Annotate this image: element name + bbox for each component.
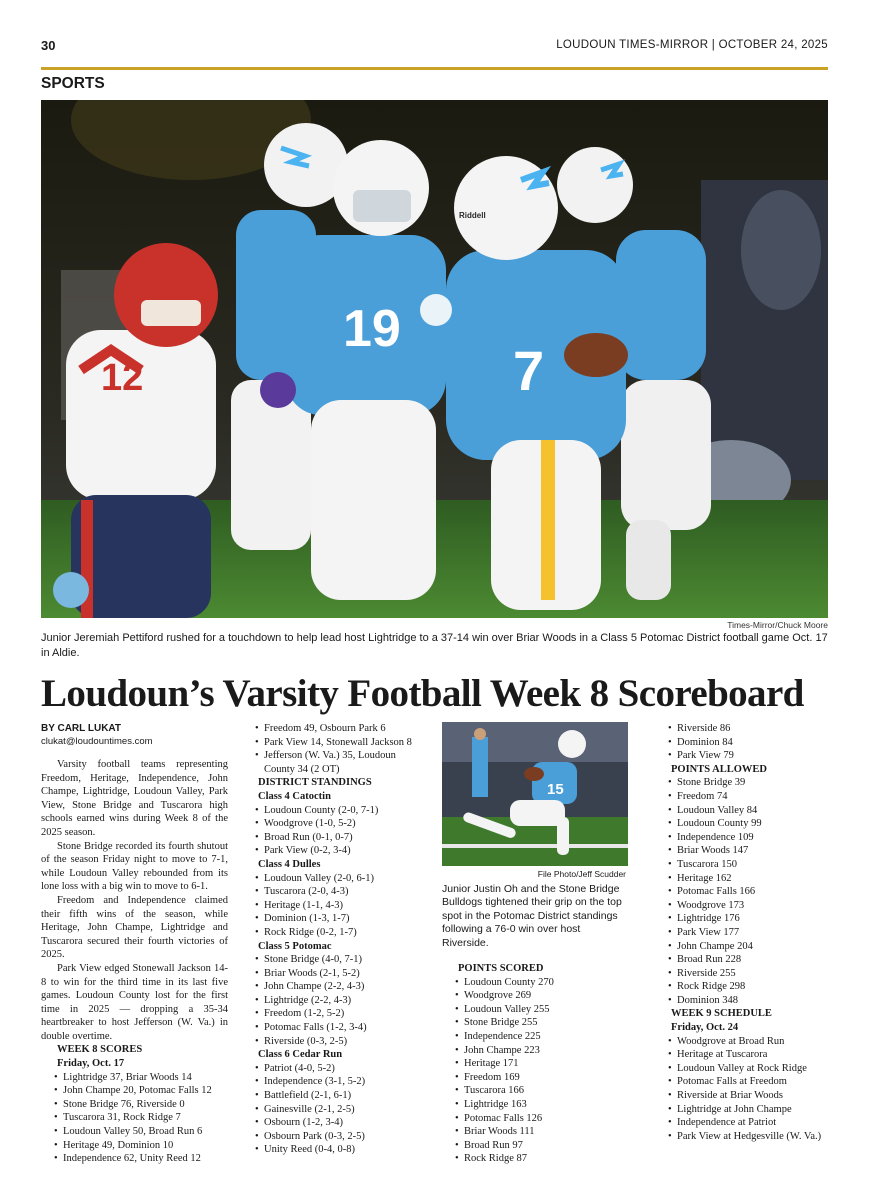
points-allowed-item: • Freedom 74 bbox=[655, 790, 831, 804]
standing-item: • Briar Woods (2-1, 5-2) bbox=[242, 967, 428, 981]
week9-schedule-list bbox=[655, 1035, 831, 1144]
schedule-item: • Independence at Patriot bbox=[655, 1116, 831, 1130]
article-column-3 bbox=[442, 722, 628, 1166]
standings-group-title: Class 6 Cedar Run bbox=[258, 1049, 343, 1061]
main-photo-caption: Junior Jeremiah Pettiford rushed for a touchdown to help lead host Lightridge to a 37-14 win over Briar Woods in a Class 5 Potomac District football game Oct. 17 in Aldie. bbox=[41, 632, 828, 659]
points-allowed-heading: POINTS ALLOWED bbox=[671, 763, 767, 775]
article-paragraph: Stone Bridge recorded its fourth shutout of the season Friday night to move to 7-1, while Loudoun Valley rebounded from its lone loss with a big win to move to 6-1. bbox=[41, 840, 228, 893]
standing-item: • Loudoun County (2-0, 7-1) bbox=[242, 804, 428, 818]
author-email[interactable]: clukat@loudountimes.com bbox=[41, 736, 153, 747]
jersey-number-19: 19 bbox=[343, 300, 401, 358]
schedule-item: • Potomac Falls at Freedom bbox=[655, 1075, 831, 1089]
points-allowed-item: • Loudoun County 99 bbox=[655, 817, 831, 831]
points-scored-item: • Independence 225 bbox=[442, 1030, 628, 1044]
jersey-number-15: 15 bbox=[547, 781, 564, 798]
standing-item: • Rock Ridge (0-2, 1-7) bbox=[242, 926, 428, 940]
standing-item: • Freedom (1-2, 5-2) bbox=[242, 1007, 428, 1021]
week8-scores-list-continued bbox=[242, 722, 428, 776]
points-allowed-item: • Potomac Falls 166 bbox=[655, 885, 831, 899]
points-scored-item: • Tuscarora 166 bbox=[442, 1084, 628, 1098]
points-scored-item: • Loudoun County 270 bbox=[442, 976, 628, 990]
standings-group-title: Class 4 Catoctin bbox=[258, 790, 331, 802]
standings-group-title: Class 4 Dulles bbox=[258, 858, 321, 870]
points-scored-item: • Rock Ridge 87 bbox=[442, 1152, 628, 1166]
secondary-photo-credit: File Photo/Jeff Scudder bbox=[537, 869, 626, 879]
points-allowed-list bbox=[655, 776, 831, 1007]
points-scored-item: • Heritage 171 bbox=[442, 1057, 628, 1071]
points-allowed-item: • Stone Bridge 39 bbox=[655, 776, 831, 790]
points-allowed-item: • Dominion 348 bbox=[655, 994, 831, 1008]
standing-item: • Park View (0-2, 3-4) bbox=[242, 844, 428, 858]
standing-item: • Riverside (0-3, 2-5) bbox=[242, 1035, 428, 1049]
score-item: • Stone Bridge 76, Riverside 0 bbox=[41, 1098, 228, 1112]
points-scored-list-continued bbox=[655, 722, 831, 763]
standing-item: • Broad Run (0-1, 0-7) bbox=[242, 831, 428, 845]
standing-item: • Lightridge (2-2, 4-3) bbox=[242, 994, 428, 1008]
standing-item: • Gainesville (2-1, 2-5) bbox=[242, 1103, 428, 1117]
schedule-item: • Heritage at Tuscarora bbox=[655, 1048, 831, 1062]
schedule-item: • Loudoun Valley at Rock Ridge bbox=[655, 1062, 831, 1076]
points-scored-item: • Potomac Falls 126 bbox=[442, 1112, 628, 1126]
district-standings-heading: DISTRICT STANDINGS bbox=[258, 777, 372, 789]
standing-item: • Woodgrove (1-0, 5-2) bbox=[242, 817, 428, 831]
points-allowed-item: • Heritage 162 bbox=[655, 872, 831, 886]
standing-item: • Tuscarora (2-0, 4-3) bbox=[242, 885, 428, 899]
score-item: • Freedom 49, Osbourn Park 6 bbox=[242, 722, 428, 736]
score-item: • John Champe 20, Potomac Falls 12 bbox=[41, 1084, 228, 1098]
schedule-item: • Park View at Hedgesville (W. Va.) bbox=[655, 1130, 831, 1144]
score-item: • Heritage 49, Dominion 10 bbox=[41, 1139, 228, 1153]
week8-scores-heading: WEEK 8 SCORES bbox=[57, 1044, 143, 1056]
standing-item: • Independence (3-1, 5-2) bbox=[242, 1075, 428, 1089]
article-paragraph: Freedom and Independence claimed their fifth wins of the season, while Heritage, John Champe, Lightridge and Tuscarora secured their fourth victories of 2025. bbox=[41, 894, 228, 961]
points-allowed-item: • Independence 109 bbox=[655, 831, 831, 845]
secondary-photo bbox=[442, 722, 628, 866]
main-photo bbox=[41, 100, 828, 618]
points-allowed-item: • Lightridge 176 bbox=[655, 912, 831, 926]
secondary-photo-illustration bbox=[442, 722, 628, 866]
secondary-photo-caption: Junior Justin Oh and the Stone Bridge Bulldogs tightened their grip on the top spot in the Potomac District standings following a 76-0 win over host Riverside. bbox=[442, 882, 622, 949]
page-number: 30 bbox=[41, 38, 56, 53]
standing-item: • Stone Bridge (4-0, 7-1) bbox=[242, 953, 428, 967]
points-scored-item: • Loudoun Valley 255 bbox=[442, 1003, 628, 1017]
jersey-number-12: 12 bbox=[101, 357, 144, 399]
main-photo-credit: Times-Mirror/Chuck Moore bbox=[727, 620, 828, 630]
standings-group-title: Class 5 Potomac bbox=[258, 940, 332, 952]
points-allowed-item: • John Champe 204 bbox=[655, 940, 831, 954]
points-scored-item: • Lightridge 163 bbox=[442, 1098, 628, 1112]
article-paragraph: Park View edged Stonewall Jackson 14-8 to win for the third time in its last five games. Loudoun County lost for the first time in 2025 — dropping a 35-34 heartbreaker to host Jefferson (W. Va.) in double overtime. bbox=[41, 962, 228, 1042]
article-column-4 bbox=[655, 722, 831, 1143]
jersey-number-7: 7 bbox=[513, 339, 545, 402]
points-scored-item: • Dominion 84 bbox=[655, 736, 831, 750]
standing-item: • Patriot (4-0, 5-2) bbox=[242, 1062, 428, 1076]
points-scored-item: • Woodgrove 269 bbox=[442, 989, 628, 1003]
points-allowed-item: • Tuscarora 150 bbox=[655, 858, 831, 872]
points-scored-item: • Riverside 86 bbox=[655, 722, 831, 736]
main-photo-illustration bbox=[41, 100, 828, 618]
standing-item: • Unity Reed (0-4, 0-8) bbox=[242, 1143, 428, 1157]
article-headline: Loudoun’s Varsity Football Week 8 Scoreboard bbox=[41, 672, 804, 715]
points-allowed-item: • Riverside 255 bbox=[655, 967, 831, 981]
week8-scores-list bbox=[41, 1071, 228, 1166]
week9-date: Friday, Oct. 24 bbox=[671, 1022, 739, 1034]
standing-item: • Potomac Falls (1-2, 3-4) bbox=[242, 1021, 428, 1035]
page-header bbox=[41, 38, 828, 56]
week9-schedule-heading: WEEK 9 SCHEDULE bbox=[671, 1008, 772, 1020]
points-scored-list bbox=[442, 976, 628, 1166]
section-label: SPORTS bbox=[41, 75, 105, 92]
standing-item: • Osbourn Park (0-3, 2-5) bbox=[242, 1130, 428, 1144]
points-scored-item: • Park View 79 bbox=[655, 749, 831, 763]
score-item: • Lightridge 37, Briar Woods 14 bbox=[41, 1071, 228, 1085]
standings-list bbox=[242, 872, 428, 940]
score-item: • Park View 14, Stonewall Jackson 8 bbox=[242, 736, 428, 750]
standing-item: • Osbourn (1-2, 3-4) bbox=[242, 1116, 428, 1130]
standings-list bbox=[242, 953, 428, 1048]
points-allowed-item: • Loudoun Valley 84 bbox=[655, 804, 831, 818]
points-allowed-item: • Briar Woods 147 bbox=[655, 844, 831, 858]
standing-item: • Dominion (1-3, 1-7) bbox=[242, 912, 428, 926]
points-scored-heading: POINTS SCORED bbox=[458, 963, 544, 975]
standings-list bbox=[242, 1062, 428, 1157]
article-column-2 bbox=[242, 722, 428, 1157]
score-item: • Tuscarora 31, Rock Ridge 7 bbox=[41, 1111, 228, 1125]
schedule-item: • Riverside at Briar Woods bbox=[655, 1089, 831, 1103]
points-scored-item: • John Champe 223 bbox=[442, 1044, 628, 1058]
standing-item: • Battlefield (2-1, 6-1) bbox=[242, 1089, 428, 1103]
points-scored-item: • Freedom 169 bbox=[442, 1071, 628, 1085]
points-scored-item: • Broad Run 97 bbox=[442, 1139, 628, 1153]
week8-date: Friday, Oct. 17 bbox=[57, 1058, 125, 1070]
article-paragraph: Varsity football teams representing Freedom, Heritage, Independence, John Champe, Lightridge, Loudoun Valley, Park View, Stone Bridge and Tuscarora high schools earned wins during Week 8 of the 2025 season. bbox=[41, 759, 228, 838]
points-allowed-item: • Rock Ridge 298 bbox=[655, 980, 831, 994]
helmet-visor-text: Riddell bbox=[459, 211, 486, 220]
points-allowed-item: • Broad Run 228 bbox=[655, 953, 831, 967]
section-rule bbox=[41, 67, 828, 70]
points-scored-item: • Briar Woods 111 bbox=[442, 1125, 628, 1139]
schedule-item: • Woodgrove at Broad Run bbox=[655, 1035, 831, 1049]
schedule-item: • Lightridge at John Champe bbox=[655, 1103, 831, 1117]
points-allowed-item: • Woodgrove 173 bbox=[655, 899, 831, 913]
standings-list bbox=[242, 804, 428, 858]
article-column-1 bbox=[41, 722, 228, 1166]
byline: BY CARL LUKAT bbox=[41, 723, 121, 734]
score-item: • Independence 62, Unity Reed 12 bbox=[41, 1152, 228, 1166]
standing-item: • John Champe (2-2, 4-3) bbox=[242, 980, 428, 994]
points-scored-item: • Stone Bridge 255 bbox=[442, 1016, 628, 1030]
score-item: • Jefferson (W. Va.) 35, Loudoun County 34 (2 OT) bbox=[242, 749, 428, 776]
points-allowed-item: • Park View 177 bbox=[655, 926, 831, 940]
score-item: • Loudoun Valley 50, Broad Run 6 bbox=[41, 1125, 228, 1139]
standing-item: • Loudoun Valley (2-0, 6-1) bbox=[242, 872, 428, 886]
publication-dateline: LOUDOUN TIMES-MIRROR | OCTOBER 24, 2025 bbox=[556, 39, 828, 51]
standing-item: • Heritage (1-1, 4-3) bbox=[242, 899, 428, 913]
